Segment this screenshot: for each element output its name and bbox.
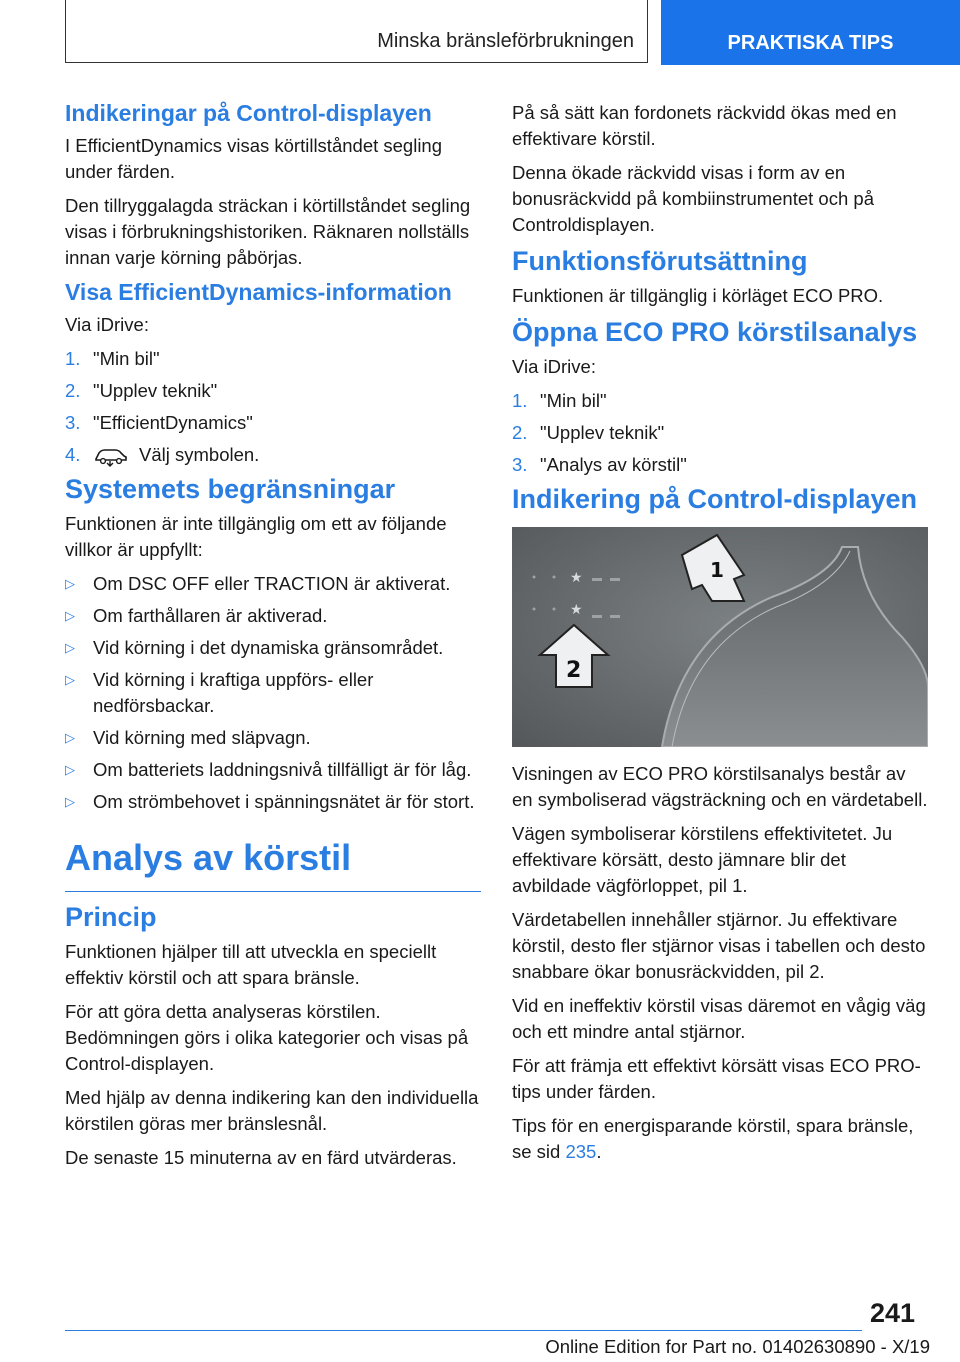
paragraph: För att främja ett effektivt körsätt visas ECO PRO-tips under färden. xyxy=(512,1055,921,1102)
bullet-triangle-icon: ▷ xyxy=(65,608,75,623)
list-item: ▷ Vid körning med släpvagn. xyxy=(65,725,481,751)
bullet-triangle-icon: ▷ xyxy=(65,794,75,809)
header-section-title: Minska bränsleförbrukningen xyxy=(377,30,634,52)
list-item: ▷ Om farthållaren är aktiverad. xyxy=(65,603,481,629)
step-number: 1. xyxy=(512,390,528,411)
left-column xyxy=(65,100,481,1179)
bullet-triangle-icon: ▷ xyxy=(65,762,75,777)
footer-edition: Online Edition for Part no. 01402630890 - X/19 xyxy=(545,1336,930,1357)
paragraph: Via iDrive: xyxy=(65,314,149,335)
paragraph: Funktionen är tillgänglig i körläget ECO PRO. xyxy=(512,285,884,306)
step-text: "Upplev teknik" xyxy=(93,380,218,401)
list-item xyxy=(65,410,481,436)
paragraph: Denna ökade räckvidd visas i form av en bonusräckvidd på kombiinstrumentet och på Controldisplayen. xyxy=(512,162,874,235)
svg-text:2: 2 xyxy=(566,658,582,683)
svg-text:1: 1 xyxy=(710,558,724,582)
step-number: 2. xyxy=(65,380,81,401)
step-number: 1. xyxy=(65,348,81,369)
paragraph: Vid en ineffektiv körstil visas däremot en vågig väg och ett mindre antal stjärnor. xyxy=(512,995,926,1042)
page-reference-link[interactable]: 235 xyxy=(565,1141,597,1162)
paragraph: I EfficientDynamics visas körtillståndet segling under färden. xyxy=(65,135,443,182)
list-item xyxy=(512,452,928,478)
paragraph: Med hjälp av denna indikering kan den individuella körstilen göras mer bränslesnål. xyxy=(65,1087,479,1134)
list-item: ▷ Om DSC OFF eller TRACTION är aktiverat. xyxy=(65,571,481,597)
list-item: ▷ Om strömbehovet i spänningsnätet är för stort. xyxy=(65,789,481,815)
list-item xyxy=(512,420,928,446)
steps-list xyxy=(65,346,481,468)
step-text: "EfficientDynamics" xyxy=(93,412,253,433)
paragraph: Tips för en energisparande körstil, spara bränsle, se sid 235. xyxy=(512,1115,914,1162)
display-illustration xyxy=(512,527,928,747)
bullet-triangle-icon: ▷ xyxy=(65,640,75,655)
bullet-triangle-icon: ▷ xyxy=(65,672,75,687)
paragraph: Vägen symboliserar körstilens effektivitetet. Ju effektivare körsätt, desto jämnare blir det avbildade vägförloppet, pil 1. xyxy=(512,823,893,896)
heading-oppna: Öppna ECO PRO körstilsanalys xyxy=(512,317,918,347)
paragraph: Den tillryggalagda sträckan i körtillståndet segling visas i förbrukningshistoriken. Räknaren nollställs innan varje körning påbörjas. xyxy=(65,195,471,268)
list-item xyxy=(512,388,928,414)
list-item xyxy=(65,346,481,372)
paragraph: Visningen av ECO PRO körstilsanalys består av en symboliserad vägsträckning och en värdetabell. xyxy=(512,763,928,810)
heading-funktionsforutsattning: Funktionsförutsättning xyxy=(512,246,808,276)
paragraph: För att göra detta analyseras körstilen. Bedömningen görs i olika kategorier och visas på Control-displayen. xyxy=(65,1001,469,1074)
heading-indikeringar: Indikeringar på Control-displayen xyxy=(65,100,432,126)
list-item: ▷ Om batteriets laddningsnivå tillfälligt är för låg. xyxy=(65,757,481,783)
step-text: "Min bil" xyxy=(93,348,160,369)
page-number: 241 xyxy=(870,1298,916,1328)
steps-list xyxy=(512,388,928,478)
step-text: "Analys av körstil" xyxy=(540,454,687,475)
heading-princip: Princip xyxy=(65,902,157,932)
star-icon: ★ xyxy=(570,570,583,586)
step-number: 3. xyxy=(512,454,528,475)
heading-indikering: Indikering på Control-displayen xyxy=(512,484,918,514)
bullet-triangle-icon: ▷ xyxy=(65,730,75,745)
step-number: 3. xyxy=(65,412,81,433)
step-text: "Min bil" xyxy=(540,390,607,411)
right-column xyxy=(512,100,928,1173)
list-item: ▷ Vid körning i kraftiga uppförs- eller nedförsbackar. xyxy=(65,667,481,719)
paragraph: De senaste 15 minuterna av en färd utvärderas. xyxy=(65,1147,457,1168)
list-item xyxy=(65,442,481,468)
paragraph: Funktionen hjälper till att utveckla en speciellt effektiv körstil och att spara bränsle. xyxy=(65,941,437,988)
paragraph: På så sätt kan fordonets räckvidd ökas med en effektivare körstil. xyxy=(512,102,897,149)
list-item: ▷ Vid körning i det dynamiska gränsområdet. xyxy=(65,635,481,661)
page-header xyxy=(65,0,960,65)
efficientdynamics-car-icon xyxy=(93,445,129,467)
heading-analys: Analys av körstil xyxy=(65,837,481,892)
heading-systemets: Systemets begränsningar xyxy=(65,474,396,504)
heading-visa: Visa EfficientDynamics-information xyxy=(65,279,452,305)
step-number: 2. xyxy=(512,422,528,443)
step-text: "Upplev teknik" xyxy=(540,422,665,443)
conditions-list xyxy=(65,571,481,815)
header-tab[interactable]: PRAKTISKA TIPS xyxy=(661,0,960,65)
star-icon: ★ xyxy=(570,602,583,618)
step-number: 4. xyxy=(65,444,81,465)
step-text: Välj symbolen. xyxy=(139,444,260,465)
paragraph: Via iDrive: xyxy=(512,356,596,377)
paragraph: Värdetabellen innehåller stjärnor. Ju effektivare körstil, desto fler stjärnor visas i tabellen och desto snabbare ökar bonusräckvidden, pil 2. xyxy=(512,909,926,982)
footer-divider xyxy=(65,1330,862,1331)
eco-pro-display-figure xyxy=(512,527,928,747)
bullet-triangle-icon: ▷ xyxy=(65,576,75,591)
paragraph: Funktionen är inte tillgänglig om ett av följande villkor är uppfyllt: xyxy=(65,513,447,560)
list-item xyxy=(65,378,481,404)
